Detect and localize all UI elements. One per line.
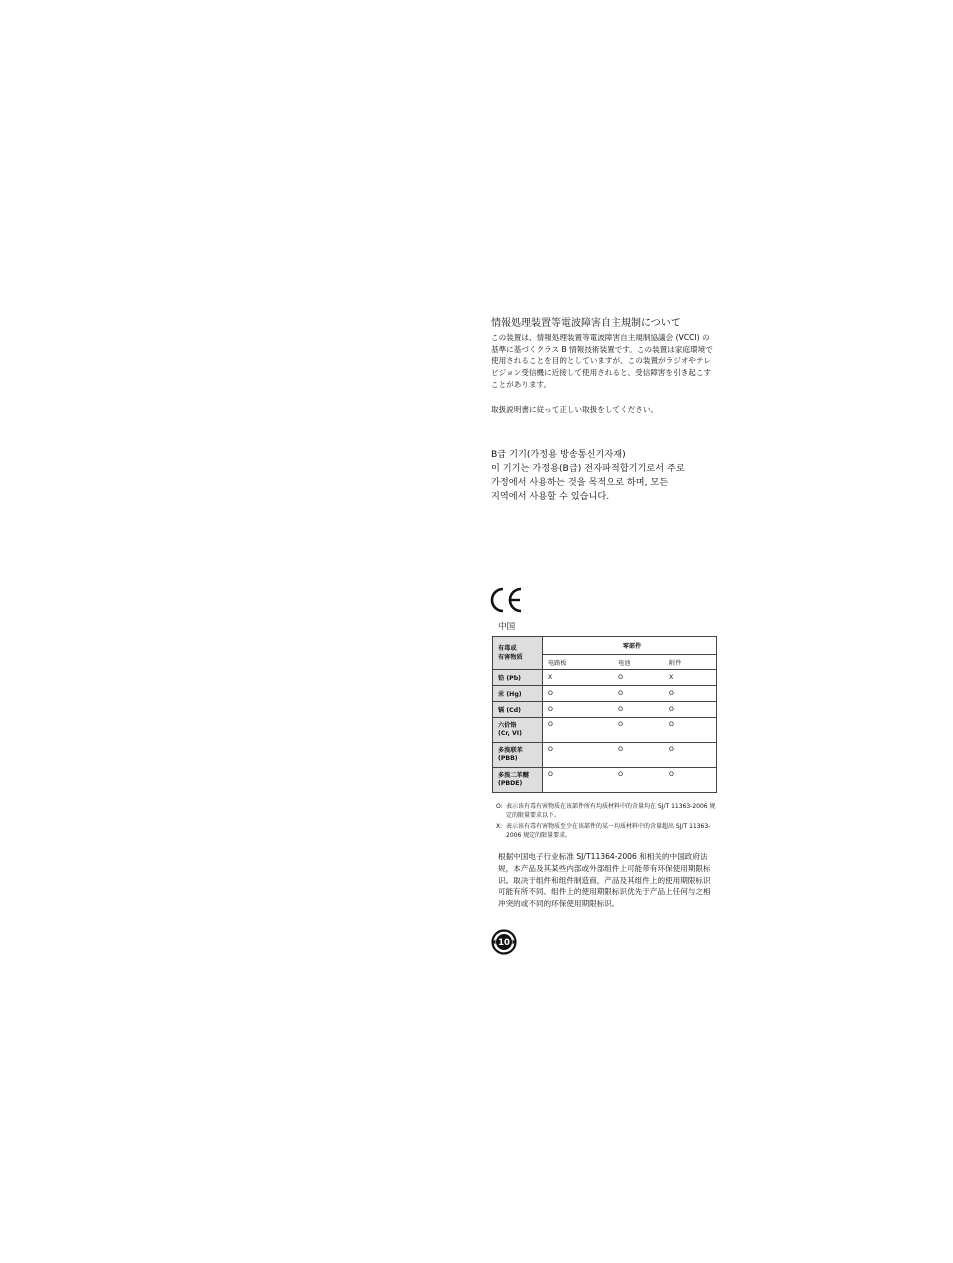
table-cell: O bbox=[613, 702, 664, 718]
korea-line-1: B급 기기(가정용 방송통신기자재) bbox=[491, 449, 626, 460]
table-row bbox=[493, 743, 717, 768]
substance-name: 铅 (Pb) bbox=[493, 670, 543, 686]
table-cell: O bbox=[543, 743, 614, 768]
parts-header: 零部件 bbox=[543, 637, 717, 655]
substance-name: 多溴二苯醚 (PBDE) bbox=[493, 768, 543, 793]
column-header: 电路板 bbox=[543, 655, 614, 670]
table-legend bbox=[496, 802, 718, 842]
epup-number: 10 bbox=[498, 938, 510, 948]
substance-name: 汞 (Hg) bbox=[493, 686, 543, 702]
table-row bbox=[493, 670, 717, 686]
table-cell: O bbox=[613, 670, 664, 686]
table-cell: O bbox=[664, 718, 716, 743]
table-cell: O bbox=[664, 768, 716, 793]
table-cell: O bbox=[664, 686, 716, 702]
substance-name: 镉 (Cd) bbox=[493, 702, 543, 718]
table-cell: O bbox=[664, 743, 716, 768]
table-row bbox=[493, 686, 717, 702]
column-header: 附件 bbox=[664, 655, 716, 670]
table-row bbox=[493, 718, 717, 743]
hazardous-substances-table bbox=[492, 636, 717, 793]
substance-name: 多溴联苯 (PBB) bbox=[493, 743, 543, 768]
epup-logo-icon bbox=[491, 929, 517, 955]
table-cell: X bbox=[664, 670, 716, 686]
table-cell: X bbox=[543, 670, 614, 686]
legend-item bbox=[496, 822, 718, 840]
substance-header: 有毒或 有害物质 bbox=[493, 637, 543, 670]
ce-mark-icon bbox=[490, 586, 524, 614]
table-cell: O bbox=[664, 702, 716, 718]
column-header: 电池 bbox=[613, 655, 664, 670]
substance-name: 六价铬 (Cr, VI) bbox=[493, 718, 543, 743]
table-cell: O bbox=[613, 718, 664, 743]
korea-line-3: 가정에서 사용하는 것을 목적으로 하며, 모든 bbox=[491, 477, 669, 488]
epup-paragraph: 根据中国电子行业标准 SJ/T11364-2006 和相关的中国政府法规，本产品及其某些内部或外部组件上可能带有环保使用期限标识。取决于组件和组件制造商，产品及其组件上的使用期限标识可能有所不同。组件上的使用期限标识优先于产品上任何与之相冲突的或不同的环保使用期限标识。 bbox=[498, 852, 711, 909]
korea-line-4: 지역에서 사용할 수 있습니다. bbox=[491, 491, 610, 502]
vcci-note: 取扱説明書に従って正しい取扱をしてください。 bbox=[491, 405, 659, 414]
legend-item bbox=[496, 802, 718, 820]
table-row bbox=[493, 702, 717, 718]
korea-line-2: 이 기기는 가정용(B급) 전자파적합기기로서 주로 bbox=[491, 463, 685, 474]
legend-text: 表示该有毒有害物质在该部件所有均质材料中的含量均在 SJ/T 11363-2006 规定的限量要求以下。 bbox=[506, 803, 716, 819]
table-cell: O bbox=[543, 686, 614, 702]
table-cell: O bbox=[543, 768, 614, 793]
vcci-title: 情報処理装置等電波障害自主規制について bbox=[491, 318, 681, 329]
legend-key: O: bbox=[496, 803, 503, 810]
korea-class-b-notice bbox=[491, 448, 719, 504]
table-cell: O bbox=[613, 686, 664, 702]
table-cell: O bbox=[543, 702, 614, 718]
legend-key: X: bbox=[496, 823, 503, 830]
table-cell: O bbox=[613, 743, 664, 768]
table-cell: O bbox=[543, 718, 614, 743]
legend-text: 表示该有毒有害物质至少在该部件的某一均质材料中的含量超出 SJ/T 11363-2006 规定的限量要求。 bbox=[506, 823, 711, 839]
china-title: 中国 bbox=[498, 622, 516, 632]
vcci-body: この装置は、情報処理装置等電波障害自主規制協議会 (VCCI) の基準に基づくクラス B 情報技術装置です。この装置は家庭環境で使用されることを目的としていますが、この装置がラジオやテレビジョン受信機に近接して使用されると、受信障害を引き起こすことがあります。 bbox=[491, 333, 713, 389]
table-row bbox=[493, 768, 717, 793]
table-cell: O bbox=[613, 768, 664, 793]
